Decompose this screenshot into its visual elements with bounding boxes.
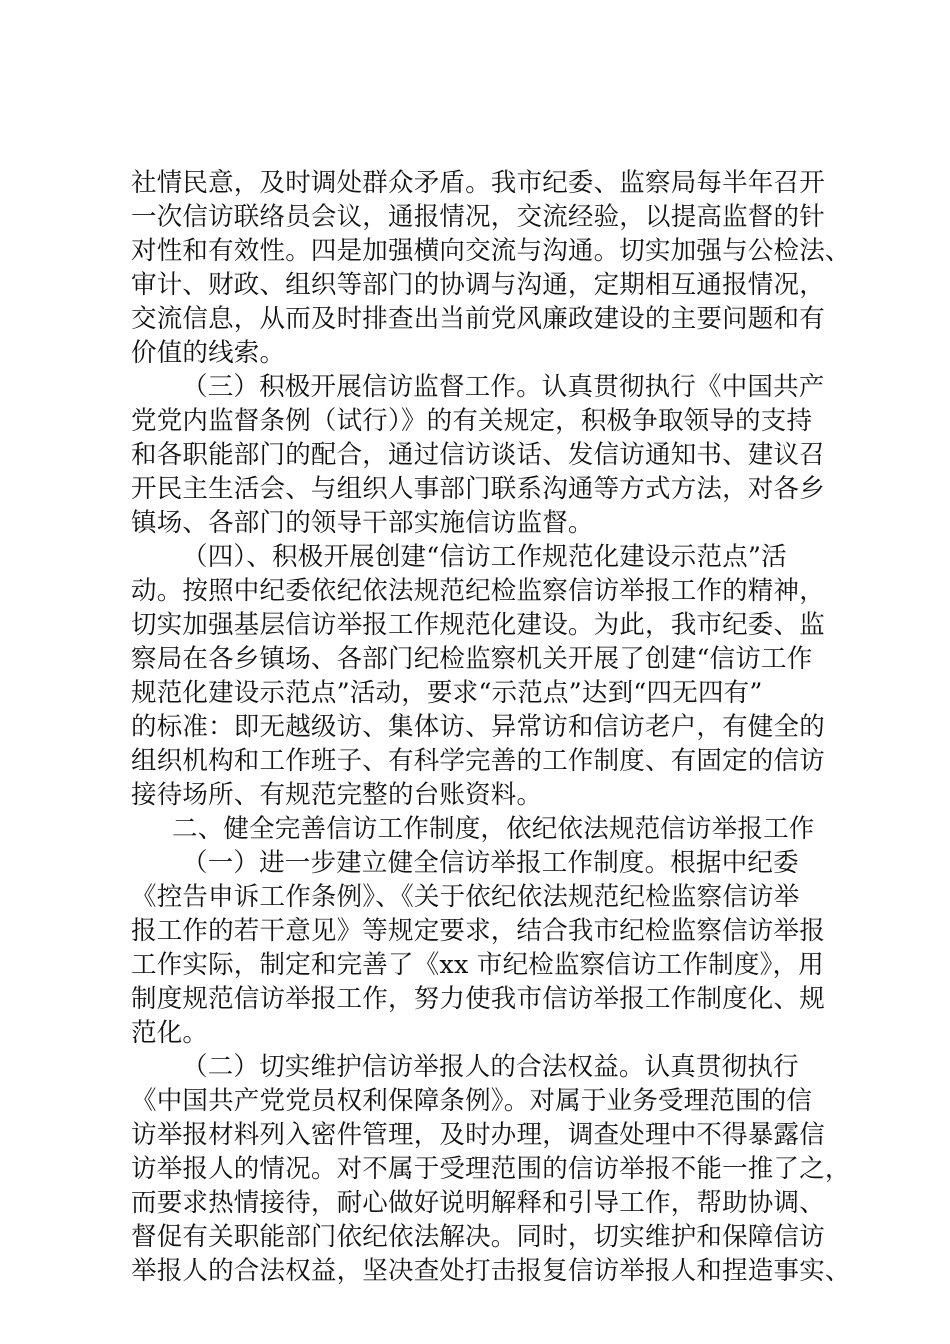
text-line: 组织机构和工作班子、有科学完善的工作制度、有固定的信访 — [131, 746, 825, 776]
text-line: 报工作的若干意见》等规定要求，结合我市纪检监察信访举报 — [131, 916, 825, 946]
text-line: 一次信访联络员会议，通报情况，交流经验，以提高监督的针 — [131, 202, 825, 232]
text-line: 访举报人的情况。对不属于受理范围的信访举报不能一推了之， — [131, 1154, 851, 1184]
text-line: 价值的线索。 — [131, 338, 286, 368]
paragraph-heading: （一）进一步建立健全信访举报工作制度。根据中纪委 — [182, 848, 799, 878]
text-line: 镇场、各部门的领导干部实施信访监督。 — [131, 508, 594, 538]
text-line: 举报人的合法权益，坚决查处打击报复信访举报人和捏造事实、 — [131, 1256, 851, 1286]
text-line: 范化。 — [131, 1018, 209, 1048]
text-line: 察局在各乡镇场、各部门纪检监察机关开展了创建“信访工作 — [131, 644, 813, 674]
text-line: 《中国共产党党员权利保障条例》。对属于业务受理范围的信 — [131, 1086, 813, 1116]
text-line: 党党内监督条例（试行）》的有关规定，积极争取领导的支持 — [131, 406, 813, 436]
text-line: 《控告申诉工作条例》、《关于依纪依法规范纪检监察信访举 — [131, 882, 800, 912]
text-line: 动。按照中纪委依纪依法规范纪检监察信访举报工作的精神， — [131, 576, 825, 606]
text-line: 规范化建设示范点”活动，要求“示范点”达到“四无四有” — [131, 678, 763, 708]
text-line: 督促有关职能部门依纪依法解决。同时，切实维护和保障信访 — [131, 1222, 825, 1252]
paragraph-heading: （二）切实维护信访举报人的合法权益。认真贯彻执行 — [182, 1052, 799, 1082]
text-line: 接待场所、有规范完整的台账资料。 — [131, 780, 543, 810]
text-line: 社情民意，及时调处群众矛盾。我市纪委、监察局每半年召开 — [131, 168, 825, 198]
text-line: 的标准：即无越级访、集体访、异常访和信访老户，有健全的 — [131, 712, 825, 742]
text-line: 交流信息，从而及时排查出当前党风廉政建设的主要问题和有 — [131, 304, 825, 334]
text-line: 对性和有效性。四是加强横向交流与沟通。切实加强与公检法、 — [131, 236, 851, 266]
section-heading: 二、健全完善信访工作制度，依纪依法规范信访举报工作 — [172, 814, 815, 844]
text-line: 工作实际，制定和完善了《xx 市纪检监察信访工作制度》，用 — [131, 950, 824, 980]
text-line: 审计、财政、组织等部门的协调与沟通，定期相互通报情况， — [131, 270, 825, 300]
text-line: 开民主生活会、与组织人事部门联系沟通等方式方法，对各乡 — [131, 474, 825, 504]
text-line: 和各职能部门的配合，通过信访谈话、发信访通知书、建议召 — [131, 440, 825, 470]
text-line: 访举报材料列入密件管理，及时办理，调查处理中不得暴露信 — [131, 1120, 825, 1150]
text-line: 而要求热情接待，耐心做好说明解释和引导工作，帮助协调、 — [131, 1188, 825, 1218]
paragraph-heading: （三）积极开展信访监督工作。认真贯彻执行《中国共产 — [182, 372, 825, 402]
text-line: 切实加强基层信访举报工作规范化建设。为此，我市纪委、监 — [131, 610, 825, 640]
paragraph-heading: （四）、积极开展创建“信访工作规范化建设示范点”活 — [182, 542, 787, 572]
text-line: 制度规范信访举报工作，努力使我市信访举报工作制度化、规 — [131, 984, 825, 1014]
